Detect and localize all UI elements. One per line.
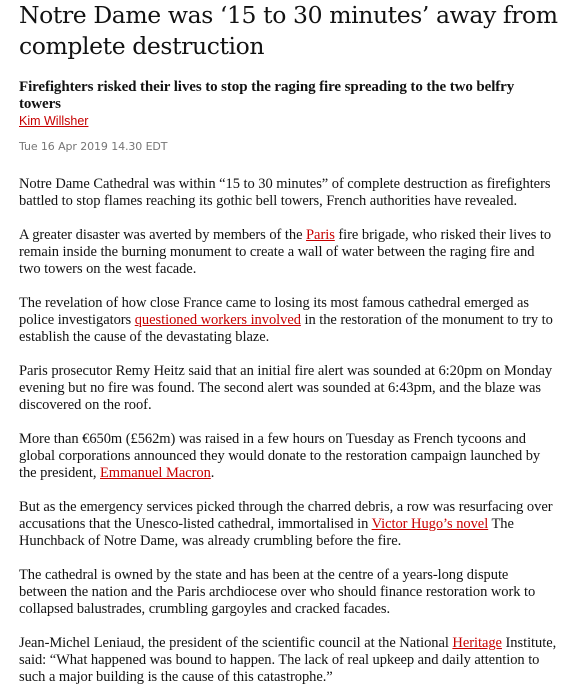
paragraph-text: in the restoration of the monument to try to establish the cause of the devastating blaze. [19, 312, 553, 345]
paragraph-text: . [210, 465, 215, 481]
victor-hugo-novel-link[interactable]: Victor Hugo’s novel [371, 516, 489, 532]
paris-link[interactable]: Paris [306, 227, 335, 243]
article [19, 0, 559, 686]
paragraph-3 [19, 295, 559, 346]
paragraph-text: More than €650m (£562m) was raised in a few hours on Tuesday as French tycoons and global corporations announced they would donate to the restoration campaign launched by the president, [19, 431, 541, 481]
paragraph-8 [19, 635, 559, 686]
paragraph-4: Paris prosecutor Remy Heitz said that an initial fire alert was sounded at 6:20pm on Monday evening but no fire was found. The second alert was sounded at 6:43pm, and the blaze was discovered on the roof. [19, 363, 553, 413]
headline: Notre Dame was ‘15 to 30 minutes’ away from complete destruction [19, 1, 558, 60]
author-link[interactable]: Kim Willsher [19, 114, 89, 128]
paragraph-text: The revelation of how close France came to losing its most famous cathedral emerged as police investigators [19, 295, 530, 328]
paragraph-text: The Hunchback of Notre Dame, was already crumbling before the fire. [19, 516, 514, 549]
paragraph-text: A greater disaster was averted by members of the [19, 227, 307, 243]
questioned-workers-link[interactable]: questioned workers involved [134, 312, 301, 328]
paragraph-5 [19, 431, 559, 482]
paragraph-1: Notre Dame Cathedral was within “15 to 30 minutes” of complete destruction as firefighters battled to stop flames reaching its gothic bell towers, French authorities have revealed. [19, 176, 551, 209]
standfirst: Firefighters risked their lives to stop the raging fire spreading to the two belfry towers [19, 79, 515, 112]
paragraph-6 [19, 499, 559, 550]
emmanuel-macron-link[interactable]: Emmanuel Macron [100, 465, 211, 481]
byline [19, 113, 559, 129]
paragraph-text: But as the emergency services picked through the charred debris, a row was resurfacing over accusations that the Unesco-listed cathedral, immortalised in [19, 499, 553, 532]
paragraph-2 [19, 227, 559, 278]
paragraph-text: fire brigade, who risked their lives to remain inside the burning monument to create a wall of water between the raging fire and two towers on the west facade. [19, 227, 552, 277]
publication-date: Tue 16 Apr 2019 14.30 EDT [19, 140, 168, 153]
paragraph-text: Jean-Michel Leniaud, the president of the scientific council at the National [19, 635, 453, 651]
paragraph-text: Institute, said: “What happened was bound to happen. The lack of real upkeep and daily attention to such a major building is the cause of this catastrophe.” [19, 635, 557, 685]
paragraph-7: The cathedral is owned by the state and has been at the centre of a years-long dispute between the nation and the Paris archdiocese over who should finance restoration work to collapsed balustrades, crumbling gargoyles and cracked facades. [19, 567, 536, 617]
heritage-link[interactable]: Heritage [452, 635, 502, 651]
